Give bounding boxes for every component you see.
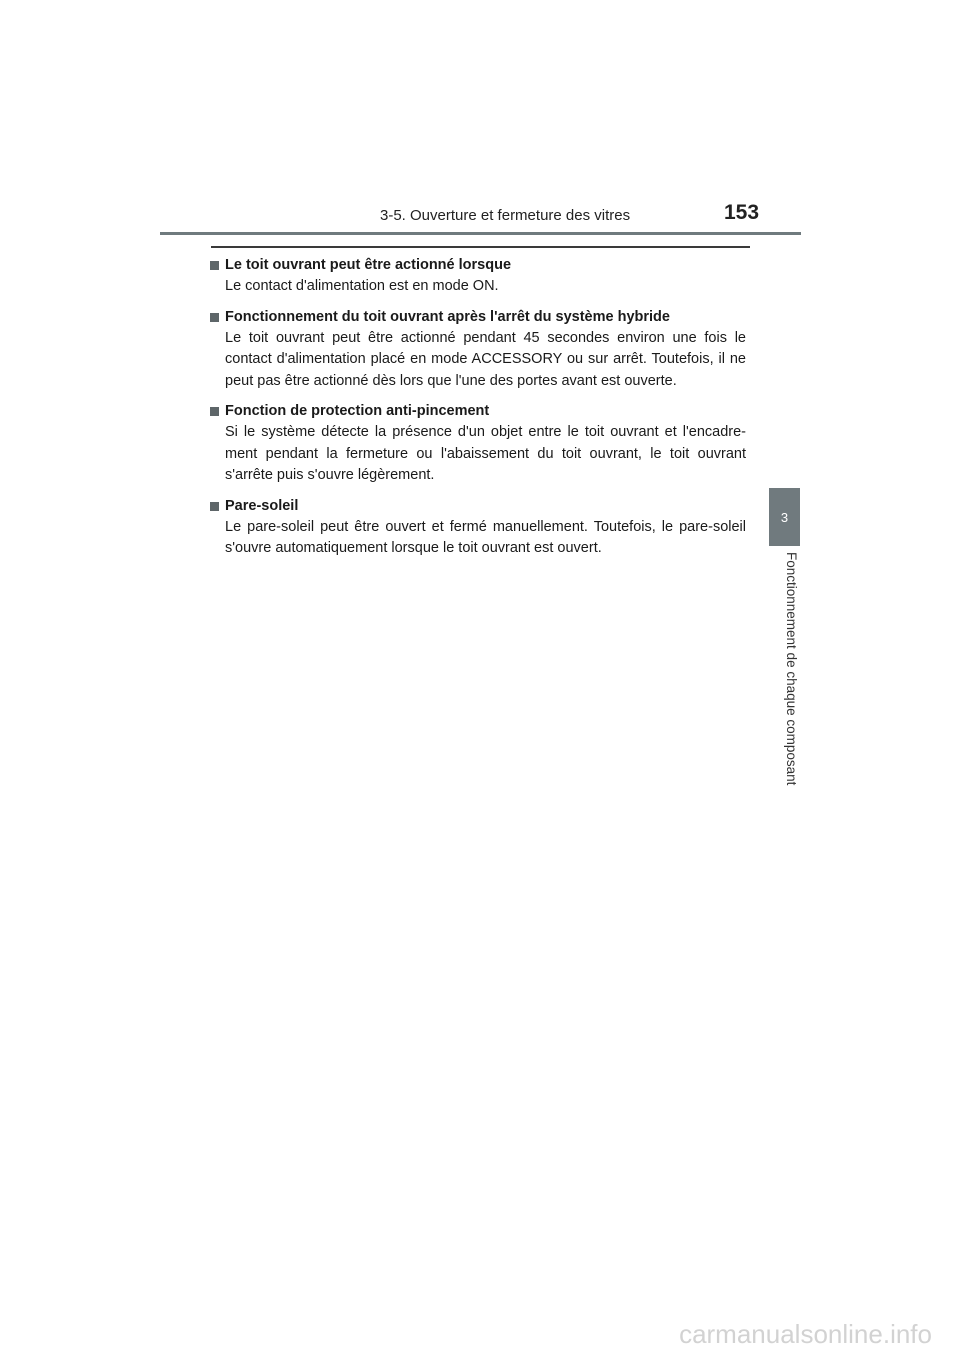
section-item bbox=[210, 255, 746, 304]
section-heading-text: Fonction de protection anti-pincement bbox=[225, 403, 490, 419]
section-title: 3-5. Ouverture et fermeture des vitres bbox=[380, 207, 631, 224]
square-bullet-icon bbox=[210, 502, 219, 511]
header-rule bbox=[160, 232, 801, 235]
chapter-label: Fonctionnement de chaque composant bbox=[784, 552, 799, 786]
chapter-number: 3 bbox=[780, 509, 789, 525]
section-heading-text: Pare-soleil bbox=[225, 497, 299, 514]
section-item bbox=[210, 401, 746, 493]
section-heading-text: Fonctionnement du toit ouvrant après l'arrêt du système hybride bbox=[225, 308, 670, 325]
page-number: 153 bbox=[724, 201, 760, 224]
section-body: Le contact d'alimentation est en mode ON. bbox=[225, 278, 499, 294]
content-rule bbox=[211, 246, 750, 248]
section-item bbox=[210, 496, 746, 566]
section-body: Si le système détecte la présence d'un objet entre le toit ouvrant et l'encadre-ment pendant la fermeture ou l'abaissement du toit ouvrant, le toit ouvrant s'arrête puis s'ouvre légèrement. bbox=[225, 424, 746, 483]
watermark: carmanualsonline.info bbox=[679, 1319, 932, 1349]
section-heading-text: Le toit ouvrant peut être actionné lorsque bbox=[225, 257, 512, 273]
section-body: Le toit ouvrant peut être actionné pendant 45 secondes environ une fois le contact d'alimentation placé en mode ACCESSORY ou sur arrêt. Toutefois, il ne peut pas être actionné dès lors que l'une des portes avant est ouverte. bbox=[225, 329, 746, 389]
section-heading bbox=[210, 255, 746, 276]
chapter-tab bbox=[769, 488, 800, 546]
content-area bbox=[210, 255, 746, 569]
section-heading bbox=[210, 307, 746, 328]
section-item bbox=[210, 307, 746, 399]
section-heading bbox=[210, 496, 746, 517]
square-bullet-icon bbox=[210, 313, 219, 322]
square-bullet-icon bbox=[210, 407, 219, 416]
section-heading bbox=[210, 401, 746, 422]
square-bullet-icon bbox=[210, 261, 219, 270]
section-body: Le pare-soleil peut être ouvert et fermé manuellement. Toutefois, le pare-soleil s'ouvre automatiquement lorsque le toit ouvrant est ouvert. bbox=[225, 518, 746, 556]
